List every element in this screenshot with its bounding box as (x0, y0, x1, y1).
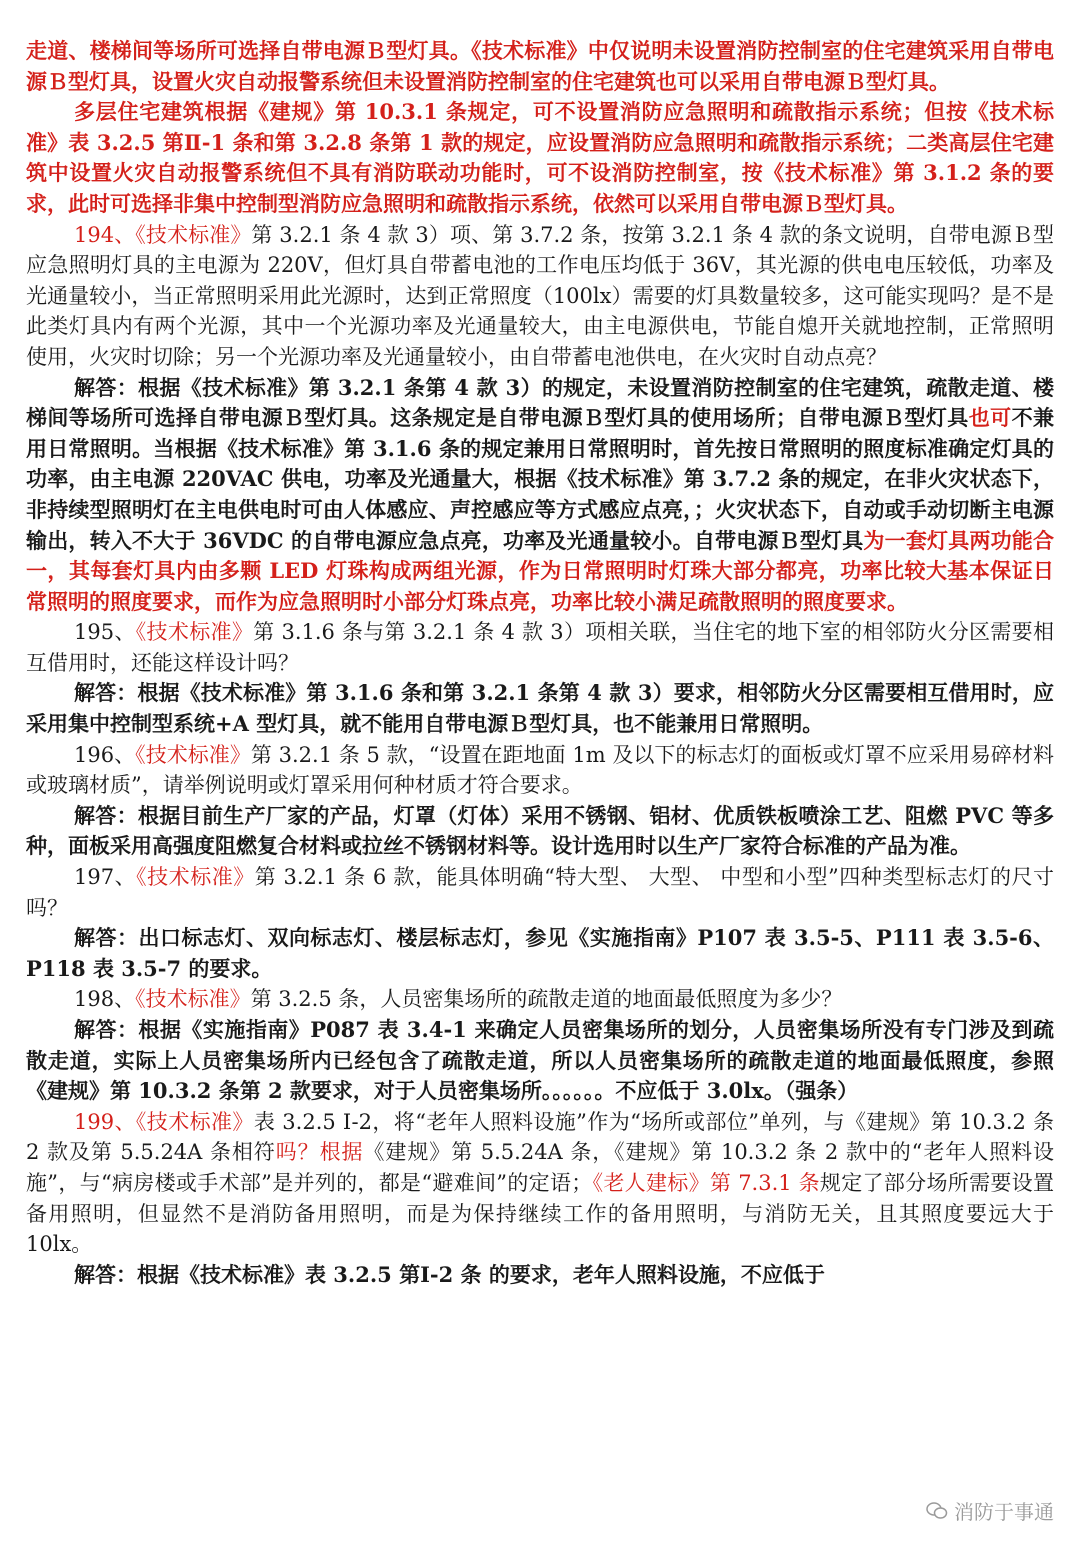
text-span: 解答：根据《技术标准》表 3.2.5 第Ⅰ-2 条 的要求，老年人照料设施，不应低于 (74, 1261, 825, 1287)
text-span: 《技术标准》 (135, 987, 251, 1012)
text-span: 解答：根据《技术标准》第 3.1.6 条和第 3.2.1 条第 4 款 3）要求，相邻防火分区需要相互借用时，应采用集中控制型系统+A 型灯具，就不能用自带电源Ｂ型灯具，也不能兼用日常照明。 (26, 680, 1054, 737)
text-span: 解答：出口标志灯、双向标志灯、楼层标志灯，参见《实施指南》P107 表 3.5-5、P111 表 3.5-6、P118 表 3.5-7 的要求。 (26, 925, 1055, 981)
text-span: 199、《技术标准》 (74, 1109, 254, 1134)
text-span: 《技术标准》 (135, 620, 254, 645)
paragraph (26, 220, 1054, 373)
text-span: 多层住宅建筑根据《建规》第 10.3.1 条规定，可不设置消防应急照明和疏散指示系统；但按《技术标准》表 3.2.5 第Ⅱ-1 条和第 3.2.8 条第 1 款的规定，应设置消防应急照明和疏散指示系统；二类高层住宅建筑中设置火灾自动报警系统但不具有消防联动功能时，可不设消防控制室，按《技术标准》第 3.1.2 条的要求，此时可选择非集中控制型消防应急照明和疏散指示系统，依然可以采用自带电源Ｂ型灯具。 (26, 99, 1054, 216)
paragraph (26, 36, 1054, 97)
paragraph (26, 1015, 1054, 1107)
text-span: 规定了部分场所需要设置备用照明，但显然不是消防备用照明，而是为保持继续工作的备用照明，与消防无关，且其照度要远大于 10lx。 (26, 1170, 1054, 1257)
text-span: 解答：根据目前生产厂家的产品，灯罩（灯体）采用不锈钢、铝材、优质铁板喷涂工艺、阻燃 PVC 等多种，面板采用高强度阻燃复合材料或拉丝不锈钢材料等。设计选用时以生产厂家符合标准的产品为准。 (26, 802, 1054, 859)
text-span: 不兼用日常照明。当根据《技术标准》第 3.1.6 条的规定兼用日常照明时，首先按日常照明的照度标准确定灯具的功率，由主电源 220VAC 供电，功率及光通量大，根据《技术标准》第 3.7.2 条的规定，在非火灾状态下，非持续型照明灯在主电供电时可由人体感应、声控感应等方式感应点亮，；火灾状态下，自动或手动切断主电源输出，转入不大于 36VDC 的自带电源应急点亮，功率及光通量较小。自带电源Ｂ型灯具 (26, 405, 1055, 553)
paragraph (26, 862, 1054, 923)
text-span: 为一套灯具两功能合一，其每套灯具内由多颗 LED 灯珠构成两组光源，作为日常照明时灯珠大部分都亮，功率比较大基本保证日常照明的照度要求，而作为应急照明时小部分灯珠点亮，功率比较小满足疏散照明的照度要求。 (26, 527, 1055, 614)
text-span: 吗？根据 (275, 1140, 364, 1165)
text-span: 《建规》第 5.5.24A 条，《建规》第 10.3.2 条 2 款中的“老年人照料设施”，与“病房楼或手术部”是并列的，都是“避难间”的定语； (26, 1140, 1054, 1195)
text-span: 《老人建标》第 7.3.1 条 (592, 1170, 820, 1195)
text-span: 195、 (74, 620, 136, 645)
paragraph (26, 1260, 1054, 1291)
text-span: 《技术标准》 (136, 865, 255, 890)
text-span: 走道、楼梯间等场所可选择自带电源Ｂ型灯具。《技术标准》中仅说明未设置消防控制室的住宅建筑采用自带电源Ｂ型灯具，设置火灾自动报警系统但未设置消防控制室的住宅建筑也可以采用自带电源Ｂ型灯具。 (26, 38, 1054, 94)
watermark-text: 消防于事通 (954, 1500, 1054, 1524)
text-span: 第 3.1.6 条与第 3.2.1 条 4 款 3）项相关联，当住宅的地下室的相邻防火分区需要相互借用时，还能这样设计吗？ (26, 620, 1054, 675)
paragraph (26, 678, 1054, 739)
paragraph (26, 801, 1054, 862)
paragraph (26, 617, 1054, 678)
text-span: 197、 (74, 865, 137, 890)
paragraph (26, 740, 1054, 801)
text-span: 196、 (74, 742, 136, 767)
text-span: 第 3.2.1 条 4 款 3）项、第 3.7.2 条，按第 3.2.1 条 4 款的条文说明，自带电源Ｂ型应急照明灯具的主电源为 220V，但灯具自带蓄电池的工作电压均低于 36V，其光源的供电电压较低，功率及光通量较小，当正常照明采用此光源时，达到正常照度（100lx）需要的灯具数量较多，这可能实现吗？是不是此类灯具内有两个光源，其中一个光源功率及光通量较大，由主电源供电，节能自熄开关就地控制，正常照明使用，火灾时切除；另一个光源功率及光通量较小，由自带蓄电池供电，在火灾时自动点亮？ (26, 222, 1054, 369)
text-span: 表 3.2.5 Ⅰ-2，将“老年人照料设施”作为“场所或部位”单列，与《建规》第 10.3.2 条 2 款及第 5.5.24A 条相符 (26, 1109, 1054, 1165)
paragraph (26, 1107, 1054, 1260)
text-span: 解答：根据《实施指南》P087 表 3.4-1 来确定人员密集场所的划分，人员密集场所没有专门涉及到疏散走道，实际上人员密集场所内已经包含了疏散走道，所以人员密集场所的疏散走道的地面最低照度，参照《建规》第 10.3.2 条第 2 款要求，对于人员密集场所。。。。。。不应低于 3.0lx。（强条） (26, 1017, 1054, 1104)
watermark (926, 1496, 1054, 1525)
text-span: 也可 (968, 405, 1012, 431)
text-span: 第 3.2.1 条 6 款，能具体明确“特大型、 大型、 中型和小型”四种类型标志灯的尺寸吗？ (26, 865, 1054, 920)
paragraph (26, 984, 1054, 1015)
text-span: 第 3.2.5 条，人员密集场所的疏散走道的地面最低照度为多少？ (250, 987, 843, 1012)
wechat-icon (926, 1502, 948, 1520)
paragraph (26, 373, 1054, 618)
text-span: 《技术标准》 (135, 742, 251, 767)
paragraph (26, 923, 1054, 984)
text-span: 第 3.2.1 条 5 款，“设置在距地面 1m 及以下的标志灯的面板或灯罩不应采用易碎材料或玻璃材质”，请举例说明或灯罩采用何种材质才符合要求。 (26, 742, 1054, 798)
text-span: 194、《技术标准》 (74, 222, 252, 247)
text-span: 198、 (74, 987, 136, 1012)
paragraph (26, 97, 1054, 219)
text-span: 解答：根据《技术标准》第 3.2.1 条第 4 款 3）的规定，未设置消防控制室的住宅建筑，疏散走道、楼梯间等场所可选择自带电源Ｂ型灯具。这条规定是自带电源Ｂ型灯具的使用场所；自带电源Ｂ型灯具 (26, 374, 1054, 431)
